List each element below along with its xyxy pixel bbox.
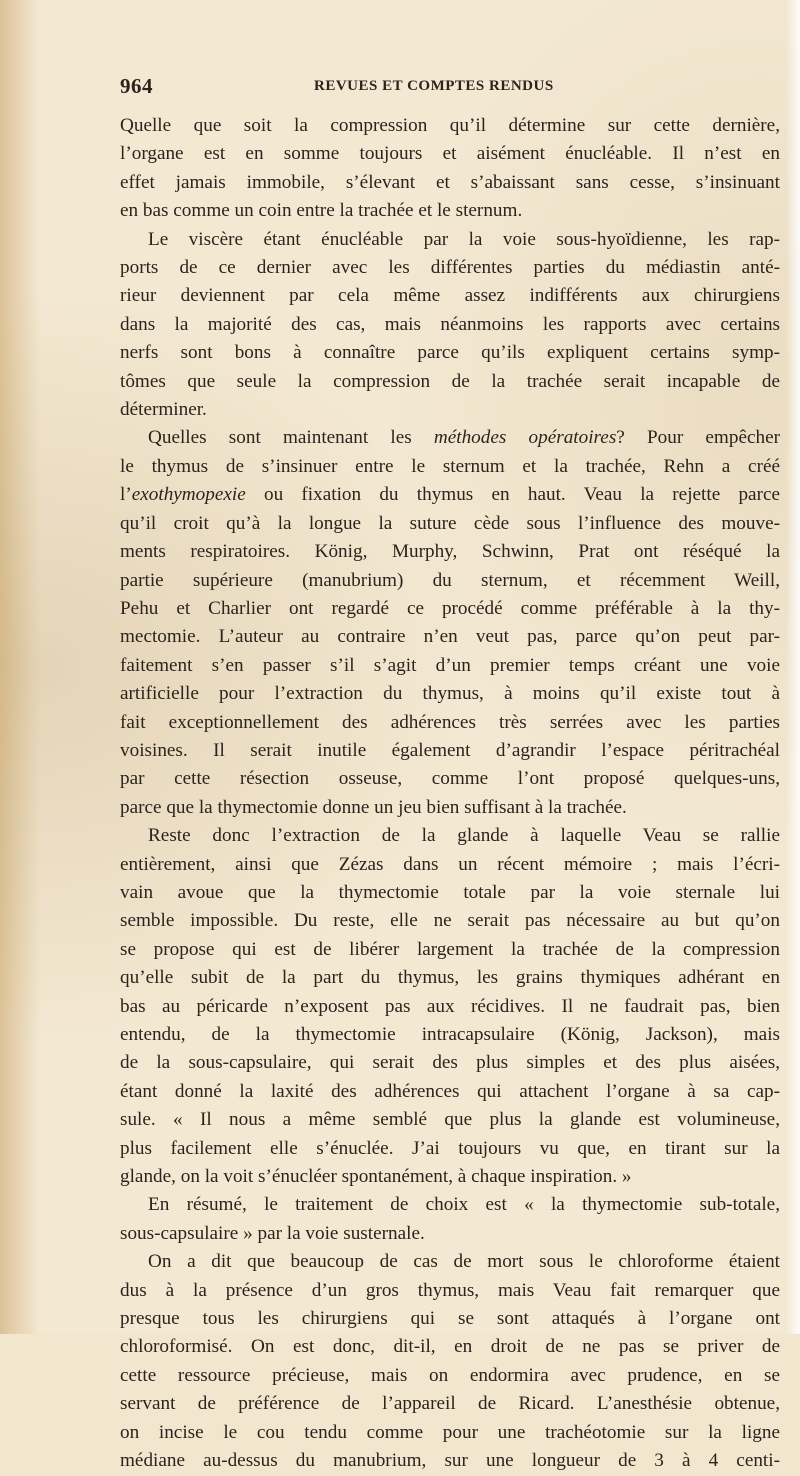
text-line <box>120 510 780 538</box>
text-line <box>120 197 780 225</box>
text-line <box>120 538 780 566</box>
text-line <box>120 368 780 396</box>
text-line <box>120 765 780 793</box>
text-line <box>120 822 780 850</box>
text-line <box>120 140 780 168</box>
text-segment: bas au péricarde n’exposent pas aux récidives. Il ne faudrait pas, bien <box>120 995 780 1017</box>
text-line <box>120 254 780 282</box>
text-segment: artificielle pour l’extraction du thymus, à moins qu’il existe tout à <box>120 683 780 705</box>
text-line <box>120 1021 780 1049</box>
text-segment: Reste donc l’extraction de la glande à laquelle Veau se rallie <box>148 825 780 847</box>
text-line <box>120 282 780 310</box>
text-segment: étant donné la laxité des adhérences qui attachent l’organe à sa cap- <box>120 1080 780 1102</box>
text-segment: se propose qui est de libérer largement la trachée de la compression <box>120 938 780 960</box>
text-line <box>120 169 780 197</box>
text-segment: entièrement, ainsi que Zézas dans un récent mémoire ; mais l’écri- <box>120 853 780 875</box>
text-line <box>120 1191 780 1219</box>
text-line <box>120 1078 780 1106</box>
page-number: 964 <box>120 74 153 98</box>
text-segment: On a dit que beaucoup de cas de mort sous le chloroforme étaient <box>148 1251 780 1273</box>
text-segment: l’organe est en somme toujours et aisément énucléable. Il n’est en <box>120 143 780 165</box>
text-line <box>120 339 780 367</box>
text-segment: plus facilement elle s’énuclée. J’ai toujours vu que, en tirant sur la <box>120 1137 780 1159</box>
text-line <box>120 709 780 737</box>
text-line <box>120 1333 780 1361</box>
text-line <box>120 1163 780 1191</box>
text-line <box>120 1220 780 1248</box>
text-segment: dans la majorité des cas, mais néanmoins les rapports avec certains <box>120 313 780 335</box>
text-line <box>120 879 780 907</box>
text-segment: Quelle que soit la compression qu’il détermine sur cette dernière, <box>120 115 780 136</box>
text-line <box>120 1135 780 1163</box>
text-line <box>120 1049 780 1077</box>
text-segment: presque tous les chirurgiens qui se sont attaqués à l’organe ont <box>120 1308 780 1330</box>
running-title: REVUES ET COMPTES RENDUS <box>314 78 554 94</box>
body-text <box>120 112 780 1476</box>
text-segment: par cette résection osseuse, comme l’ont proposé quelques-uns, <box>120 768 780 790</box>
page-edge <box>786 0 800 1334</box>
text-line <box>120 1248 780 1276</box>
text-line <box>120 226 780 254</box>
text-line <box>120 1305 780 1333</box>
text-segment: sous-capsulaire » par la voie susternale. <box>120 1222 425 1244</box>
text-segment: l’ <box>120 484 132 506</box>
text-line <box>120 936 780 964</box>
text-segment: qu’il croit qu’à la longue la suture cède sous l’influence des mouve- <box>120 512 780 534</box>
text-segment: déterminer. <box>120 399 207 421</box>
text-segment: entendu, de la thymectomie intracapsulaire (König, Jackson), mais <box>120 1024 780 1045</box>
text-line <box>120 424 780 452</box>
text-segment: fait exceptionnellement des adhérences très serrées avec les parties <box>120 711 780 733</box>
text-segment: Le viscère étant énucléable par la voie sous-hyoïdienne, les rap- <box>148 228 780 250</box>
text-segment: faitement s’en passer s’il s’agit d’un premier temps créant une voie <box>120 654 780 676</box>
text-line <box>120 907 780 935</box>
text-segment: on incise le cou tendu comme pour une trachéotomie sur la ligne <box>120 1421 780 1443</box>
running-head <box>120 74 760 102</box>
text-line <box>120 680 780 708</box>
text-line <box>120 737 780 765</box>
text-segment: partie supérieure (manubrium) du sternum, et récemment Weill, <box>120 569 780 591</box>
text-segment: chloroformisé. On est donc, dit-il, en droit de ne pas se priver de <box>120 1336 780 1358</box>
text-segment: tômes que seule la compression de la trachée serait incapable de <box>120 370 780 392</box>
text-segment: mectomie. L’auteur au contraire n’en veut pas, parce qu’on peut par- <box>120 626 780 648</box>
text-segment: de la sous-capsulaire, qui serait des plus simples et des plus aisées, <box>120 1052 780 1074</box>
italic-text: exothymopexie <box>131 484 246 506</box>
text-line <box>120 652 780 680</box>
text-segment: dus à la présence d’un gros thymus, mais Veau fait remarquer que <box>120 1279 780 1301</box>
text-segment: glande, on la voit s’énucléer spontanément, à chaque inspiration. » <box>120 1166 632 1188</box>
italic-text: méthodes opératoires <box>433 427 617 449</box>
text-segment: le thymus de s’insinuer entre le sternum et la trachée, Rehn a créé <box>120 455 780 477</box>
text-line <box>120 567 780 595</box>
text-segment: ? Pour empêcher <box>616 427 780 449</box>
text-segment: vain avoue que la thymectomie totale par la voie sternale lui <box>120 881 780 903</box>
text-segment: servant de préférence de l’appareil de Ricard. L’anesthésie obtenue, <box>120 1393 780 1415</box>
text-line <box>120 964 780 992</box>
text-segment: rieur deviennent par cela même assez indifférents aux chirurgiens <box>120 285 780 307</box>
text-segment: sule. « Il nous a même semblé que plus la glande est volumineuse, <box>120 1109 780 1131</box>
text-line <box>120 112 780 140</box>
text-segment: Quelles sont maintenant les <box>148 427 434 449</box>
text-segment: Pehu et Charlier ont regardé ce procédé comme préférable à la thy- <box>120 597 780 619</box>
text-line <box>120 993 780 1021</box>
text-segment: nerfs sont bons à connaître parce qu’ils expliquent certains symp- <box>120 342 780 364</box>
text-line <box>120 851 780 879</box>
text-line <box>120 396 780 424</box>
text-line <box>120 1390 780 1418</box>
text-segment: en bas comme un coin entre la trachée et le sternum. <box>120 200 523 222</box>
text-line <box>120 595 780 623</box>
text-segment: semble impossible. Du reste, elle ne serait pas nécessaire au but qu’on <box>120 910 780 932</box>
text-segment: médiane au-dessus du manubrium, sur une longueur de 3 à 4 centi- <box>120 1450 780 1472</box>
text-line <box>120 1277 780 1305</box>
text-line <box>120 481 780 509</box>
text-segment: qu’elle subit de la part du thymus, les grains thymiques adhérant en <box>120 967 780 989</box>
text-line <box>120 623 780 651</box>
text-line <box>120 1447 780 1475</box>
text-line <box>120 1106 780 1134</box>
text-segment: ports de ce dernier avec les différentes parties du médiastin anté- <box>120 257 780 279</box>
page-stain <box>0 0 40 1334</box>
text-segment: ments respiratoires. König, Murphy, Schwinn, Prat ont réséqué la <box>120 541 780 563</box>
text-line <box>120 311 780 339</box>
text-line <box>120 794 780 822</box>
text-line <box>120 1419 780 1447</box>
text-segment: ou fixation du thymus en haut. Veau la rejette parce <box>245 484 780 506</box>
text-segment: effet jamais immobile, s’élevant et s’abaissant sans cesse, s’insinuant <box>120 171 780 193</box>
text-line <box>120 453 780 481</box>
text-segment: voisines. Il serait inutile également d’agrandir l’espace péritrachéal <box>120 739 780 761</box>
text-segment: En résumé, le traitement de choix est « la thymectomie sub-totale, <box>148 1194 780 1216</box>
text-segment: cette ressource précieuse, mais on endormira avec prudence, en se <box>120 1364 780 1386</box>
text-line <box>120 1362 780 1390</box>
text-segment: parce que la thymectomie donne un jeu bien suffisant à la trachée. <box>120 796 627 818</box>
